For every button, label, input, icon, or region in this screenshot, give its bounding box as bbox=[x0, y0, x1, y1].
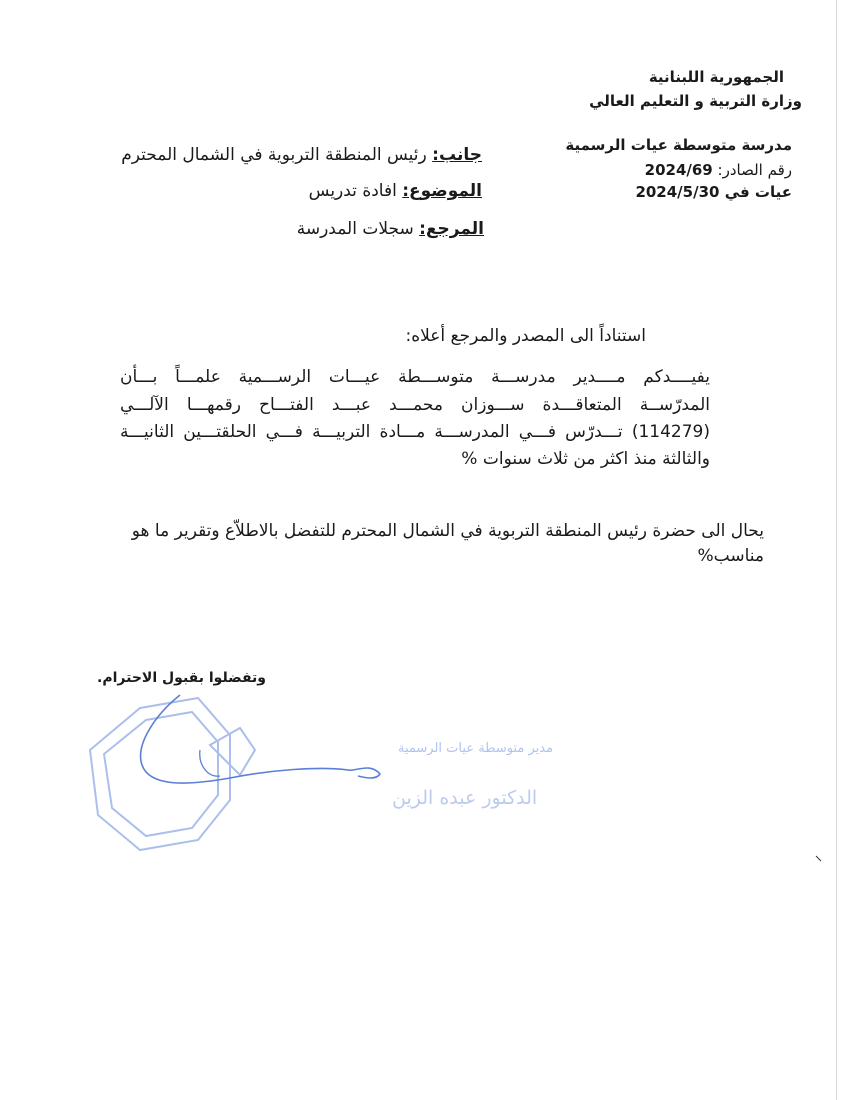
body-line-4: والثالثة منذ اكثر من ثلاث سنوات % bbox=[461, 449, 710, 469]
body-line-2: المدرّســة المتعاقـــدة ســـوزان محمـــد عبـــد الفتـــاح رقمهـــا الآلـــي bbox=[120, 395, 710, 415]
subject-label: الموضوع: bbox=[402, 181, 482, 201]
scan-speck bbox=[816, 856, 822, 862]
body-line-3: (114279) تـــدرّس فـــي المدرســـة مـــادة التربيـــة فـــي الحلقتـــين الثانيـــة bbox=[120, 422, 710, 442]
signature-stroke bbox=[141, 695, 380, 783]
reference-line bbox=[297, 219, 484, 239]
official-stamp bbox=[80, 690, 554, 870]
referral-line-2: مناسب% bbox=[697, 546, 764, 566]
recipient-value: رئيس المنطقة التربوية في الشمال المحترم bbox=[121, 145, 427, 165]
ministry-title: وزارة التربية و التعليم العالي bbox=[589, 92, 802, 110]
issue-number-label: رقم الصادر: bbox=[717, 161, 792, 179]
issue-place-label: عيات في bbox=[724, 183, 792, 201]
body-line-1: يفيــــدكم مــــدير مدرســـة متوســـطة عيـــات الرســـمية علمـــاً بـــأن bbox=[120, 367, 710, 387]
school-name: مدرسة متوسطة عيات الرسمية bbox=[565, 136, 792, 154]
reference-label: المرجع: bbox=[419, 219, 484, 239]
subject-line bbox=[309, 181, 482, 201]
scan-edge bbox=[836, 0, 837, 1100]
issue-number-value: 2024/69 bbox=[644, 161, 713, 179]
referral-line-1: يحال الى حضرة رئيس المنطقة التربوية في الشمال المحترم للتفضل بالاطلاّع وتقرير ما هو bbox=[131, 521, 764, 541]
issue-date-value: 2024/5/30 bbox=[635, 183, 720, 201]
intro-line: استناداً الى المصدر والمرجع أعلاه: bbox=[405, 326, 646, 346]
stamp-text-line-1: مدير متوسطة عيات الرسمية bbox=[398, 741, 554, 756]
recipient-label: جانب: bbox=[432, 145, 482, 165]
stamp-emblem bbox=[210, 728, 255, 775]
issue-number bbox=[645, 161, 792, 179]
signature-loop bbox=[200, 750, 220, 776]
reference-value: سجلات المدرسة bbox=[296, 219, 414, 239]
closing-greeting: وتفضلوا بقبول الاحترام. bbox=[97, 670, 266, 686]
recipient-line bbox=[121, 145, 482, 165]
issue-date bbox=[635, 183, 792, 201]
stamp-inner-border bbox=[104, 712, 218, 836]
subject-value: افادة تدريس bbox=[308, 181, 397, 201]
stamp-text-line-2: الدكتور عبده الزين bbox=[392, 787, 538, 809]
republic-title: الجمهورية اللبنانية bbox=[648, 68, 784, 86]
